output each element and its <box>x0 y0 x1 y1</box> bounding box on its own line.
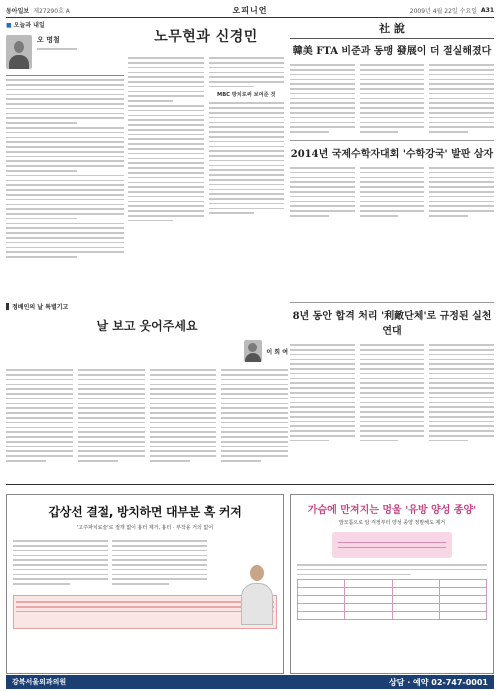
paper-name: 동아일보 <box>6 7 30 15</box>
mid-author-photo <box>244 340 262 362</box>
clinic-banner <box>6 675 494 689</box>
column-header: ■ 오늘과 내일 <box>6 22 45 29</box>
mid-header: 정배인의 날 특별기고 <box>6 302 288 311</box>
editorial-title-3: 8년 동안 합격 처리 '利敵단체'로 규정된 실천연대 <box>292 311 492 337</box>
mid-title: 날 보고 웃어주세요 <box>96 319 198 333</box>
ad-left-subtitle: '고주파치료술'로 절개 없이 흉터 제거, 흉터 · 부작용 거의 없어 <box>76 525 214 531</box>
author-name: 오 명철 <box>37 36 60 44</box>
publication-date: 2009년 4월 22일 수요일 <box>409 7 477 15</box>
editorial-title-2: 2014년 국제수학자대회 '수학강국' 발판 삼자 <box>290 148 494 160</box>
issue-number: 제27290호 A <box>33 7 70 15</box>
ad-left-checklist <box>13 595 277 629</box>
ad-right-subtitle: 맘모톰으로 암 걱정부터 양성 종양 정말해도 제거 <box>338 520 446 526</box>
ad-breast <box>290 494 494 674</box>
column-center <box>128 20 284 300</box>
column-body <box>6 79 124 258</box>
ad-left-title: 갑상선 결절, 방치하면 대부분 혹 커져 <box>48 505 242 519</box>
author-box <box>6 35 124 73</box>
editorial-section-3 <box>290 302 494 482</box>
ad-right-highlight <box>332 532 452 558</box>
center-subhead: MBC 방치로써 보여준 것 <box>217 92 276 99</box>
ad-right-table <box>297 579 487 620</box>
author-photo <box>6 35 32 69</box>
center-headline: 노무현과 신경민 <box>154 29 258 45</box>
header-rule <box>6 17 494 18</box>
center-body-left <box>128 54 204 225</box>
ad-right-title: 가슴에 만져지는 멍울 '유방 양성 종양' <box>307 505 477 516</box>
section-title: 오피니언 <box>232 5 268 15</box>
page-number: A31 <box>481 6 494 14</box>
center-body-right <box>209 54 285 225</box>
page-header <box>6 4 494 16</box>
doctor-photo <box>239 565 275 625</box>
editorial-section <box>290 20 494 298</box>
clinic-phone: 상담 · 예약 02-747-0001 <box>388 677 488 687</box>
section-divider <box>6 484 494 492</box>
bullet-icon: ■ <box>6 22 12 29</box>
special-contribution <box>6 302 288 482</box>
clinic-name: 강북서울외과의원 <box>12 678 67 686</box>
editorial-title-1: 韓美 FTA 비준과 동맹 發展이 더 절실해졌다 <box>292 46 492 57</box>
ad-thyroid <box>6 494 284 674</box>
column-today-tomorrow <box>6 20 124 300</box>
mid-author-name: 이 희 여 <box>266 348 288 356</box>
editorial-tag: 社 說 <box>379 22 405 35</box>
